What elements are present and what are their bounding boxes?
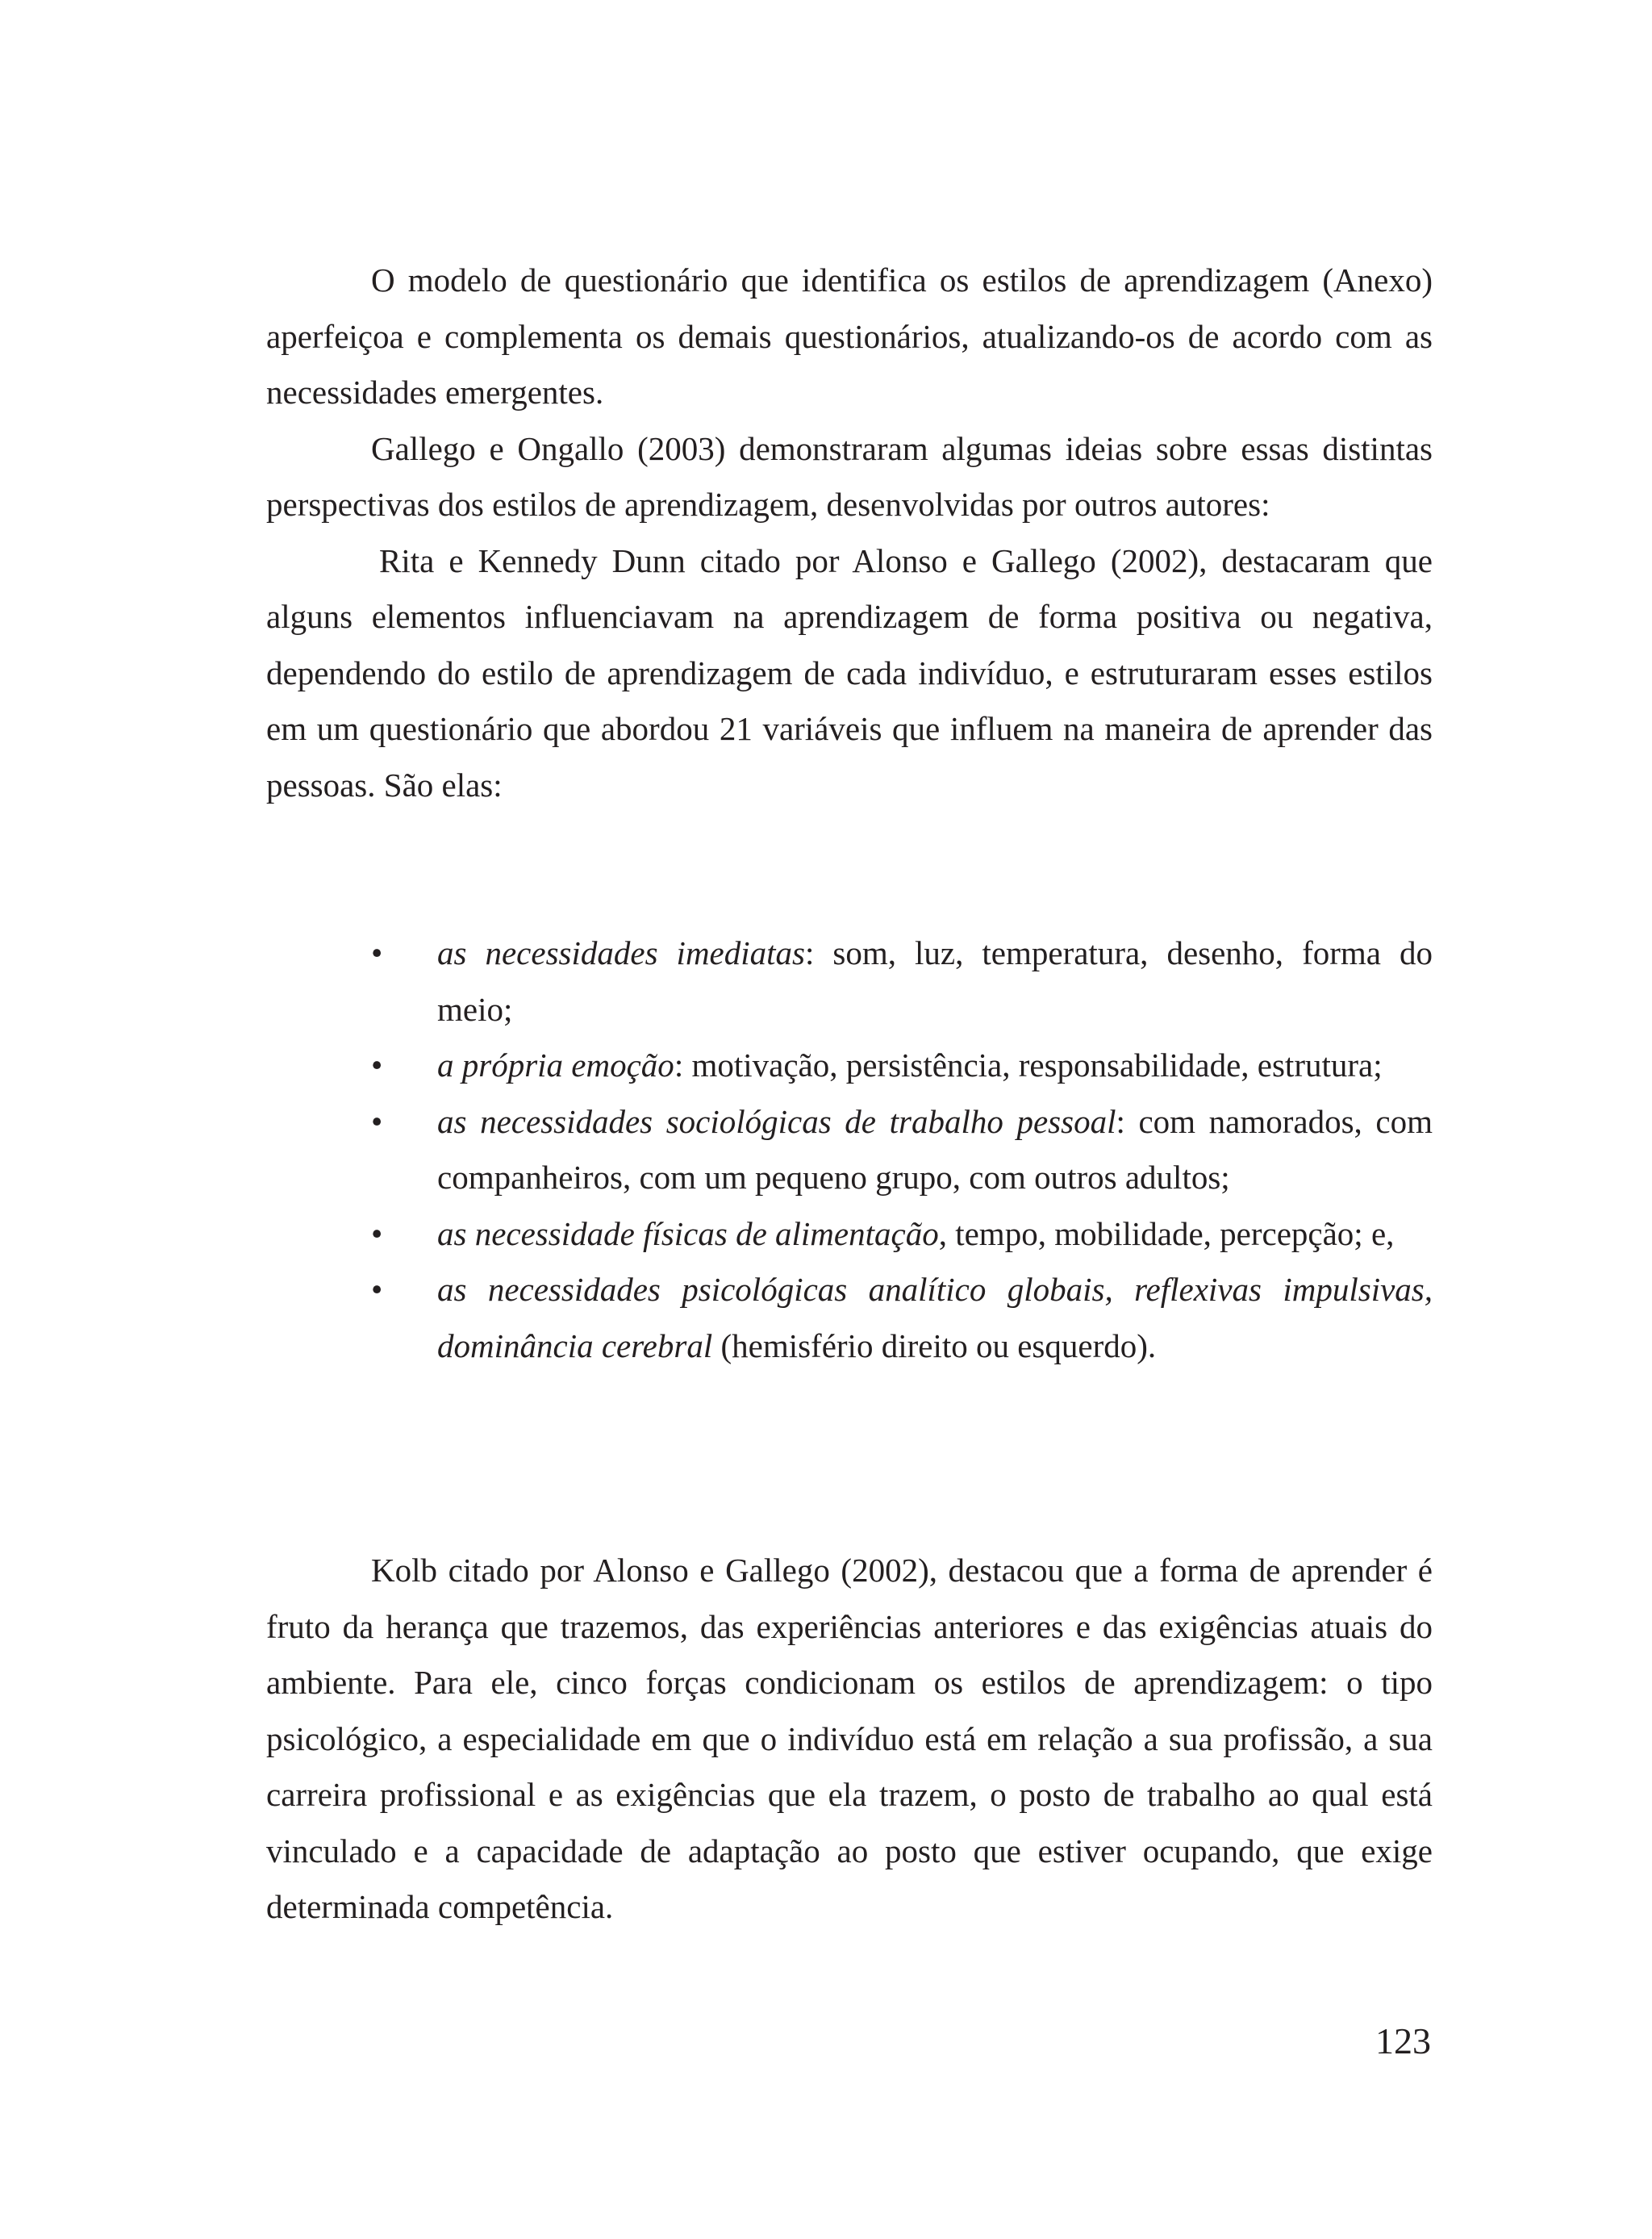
bullet-icon: • <box>371 1271 383 1308</box>
list-item-text: : com namorados, com companheiros, com um pequeno grupo, com outros adultos; <box>437 1102 1433 1196</box>
list-item <box>266 1206 1433 1263</box>
bullet-icon: • <box>371 1046 383 1084</box>
list-item-text: : motivação, persistência, responsabilidade, estrutura; <box>674 1046 1383 1084</box>
list-item-term: a própria emoção <box>437 1046 674 1084</box>
list-item <box>266 1094 1433 1206</box>
list-item-text: , tempo, mobilidade, percepção; e, <box>938 1214 1395 1252</box>
list-item-term: as necessidades sociológicas de trabalho pessoal <box>437 1102 1116 1140</box>
paragraph-dunn: Rita e Kennedy Dunn citado por Alonso e Gallego (2002), destacaram que alguns elementos influenciavam na aprendizagem de forma positiva ou negativa, dependendo do estilo de aprendizagem de cada indivíduo, e estruturaram esses estilos em um questionário que abordou 21 variáveis que influem na maneira de aprender das pessoas. São elas: <box>266 541 1433 804</box>
page-number: 123 <box>1375 2020 1431 2061</box>
bullet-icon: • <box>371 1102 383 1140</box>
bullet-section <box>266 925 1433 1374</box>
list-item-term: as necessidades psicológicas analítico globais, reflexivas impulsivas, dominância cerebral <box>437 1271 1433 1364</box>
paragraph-questionnaire-model: O modelo de questionário que identifica os estilos de aprendizagem (Anexo) aperfeiçoa e complementa os demais questionários, atualizando-os de acordo com as necessidades emergentes. <box>266 261 1433 411</box>
kolb-section <box>266 1543 1433 1936</box>
list-item-term: as necessidade físicas de alimentação <box>437 1214 939 1252</box>
list-item <box>266 925 1433 1038</box>
list-item-term: as necessidades imediatas <box>437 934 805 971</box>
intro-section <box>266 253 1433 813</box>
list-item <box>266 1262 1433 1374</box>
bullet-icon: • <box>371 1214 383 1252</box>
list-item-text: : som, luz, temperatura, desenho, forma do meio; <box>437 934 1433 1028</box>
bullet-icon: • <box>371 934 383 971</box>
variables-list <box>266 925 1433 1374</box>
paragraph-kolb: Kolb citado por Alonso e Gallego (2002), destacou que a forma de aprender é fruto da herança que trazemos, das experiências anteriores e das exigências atuais do ambiente. Para ele, cinco forças condicionam os estilos de aprendizagem: o tipo psicológico, a especialidade em que o indivíduo está em relação a sua profissão, a sua carreira profissional e as exigências que ela trazem, o posto de trabalho ao qual está vinculado e a capacidade de adaptação ao posto que estiver ocupando, que exige determinada competência. <box>266 1552 1433 1925</box>
list-item-text: (hemisfério direito ou esquerdo). <box>712 1326 1157 1364</box>
list-item <box>266 1038 1433 1094</box>
paragraph-gallego-ongallo: Gallego e Ongallo (2003) demonstraram algumas ideias sobre essas distintas perspectivas dos estilos de aprendizagem, desenvolvidas por outros autores: <box>266 429 1433 523</box>
